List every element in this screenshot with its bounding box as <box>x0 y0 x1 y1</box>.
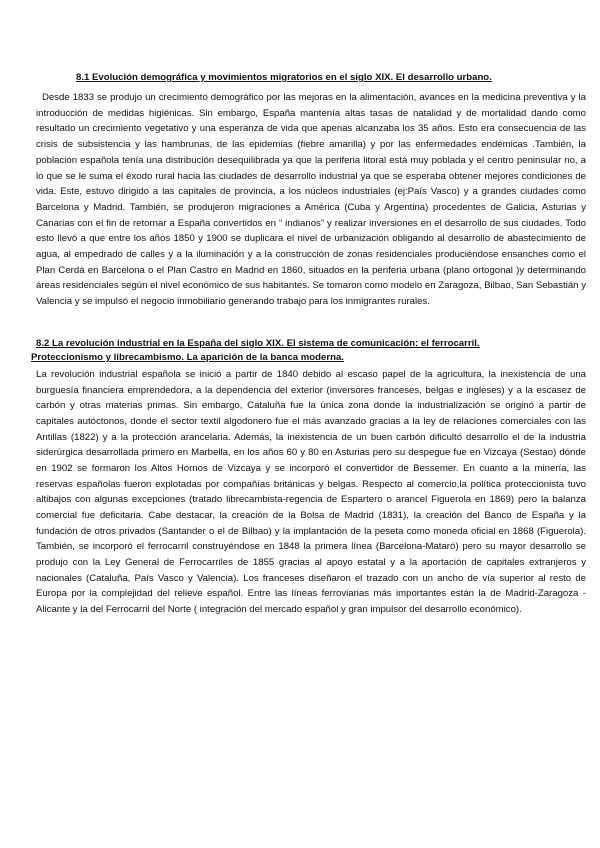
section-2-title-line-1: 8.2 La revolución industrial en la España del siglo XIX. El sistema de comunicación: el ferrocarril. <box>36 338 480 349</box>
section-1-title: 8.1 Evolución demográfica y movimientos migratorios en el siglo XIX. El desarrollo urbano. <box>76 72 492 83</box>
section-2-title-line-2: Proteccionismo y librecambismo. La aparición de la banca moderna. <box>31 352 344 363</box>
section-1-body: Desde 1833 se produjo un crecimiento demográfico por las mejoras en la alimentación, avances en la medicina preventiva y la introducción de medidas higiénicas. Sin embargo, España mantenía altas tasas de natalidad y de mortalidad dando como resultado un crecimiento vegetativo y una esperanza de vida que apenas alcanzaba los 35 años. Esto era consecuencia de las crisis de subsistencia y las hambrunas, de las epidemias (fiebre amarilla) y por las enfermedades endémicas .También, la población española tenía una distribución desequilibrada ya que la periferia litoral está muy poblada y el centro peninsular no, a lo que se le suma el éxodo rural hacia las ciudades de desarrollo industrial ya que se esperaba obtener mejores condiciones de vida. Este, estuvo dirigido a las capitales de provincia, a los núcleos industriales (ej:País Vasco) y a grandes ciudades como Barcelona y Madrid. También, se produjeron migraciones a América (Cuba y Argentina) procedentes de Galicia, Asturias y Canarias con el fin de retornar a España convertidos en “ indianos” y realizar inversiones en el desarrollo de sus ciudades. Todo esto llevó a que entre los años 1850 y 1900 se duplicara el nivel de urbanización obligando al desarrollo de abastecimiento de agua, al empedrado de calles y a la iluminación y a la construcción de zonas residenciales produciéndose ensanches como el Plan Cerdá en Barcelona o el Plan Castro en Madrid en 1860, situados en la periferia urbana (plano ortogonal )y determinando áreas residenciales según el nivel económico de sus habitantes. Se tomaron como modelo en Zaragoza, Bilbao, San Sebastián y Valencia y se impulsó el negocio inmobiliario generando trabajo para los inmigrantes rurales. <box>36 92 589 308</box>
section-2-body: La revolución industrial española se inició a partir de 1840 debido al escaso papel de la agricultura, la inexistencia de una burguesía financiera emprendedora, a la dependencia del exterior (inversores franceses, belgas e ingleses) y a la escasez de carbón y otras materias primas. Sin embargo, Cataluña fue la única zona donde la industrialización se originó a partir de capitales autóctonos, donde el sector textil algodonero fue el más avanzado gracias a la ley de relaciones comerciales con las Antillas (1822) y a la protección arancelaria. Además, la inexistencia de un buen carbón dificultó desarrollo el de la industria siderúrgica desarrollada primero en Marbella, en los años 60 y 80 en Asturias pero su despegue fue en Vizcaya (Sestao) dónde en 1902 se formaron los Altos Hornos de Vizcaya y se incorporó el convertidor de Bessemer. En cuanto a la minería, las reservas españolas fueron explotadas por compañías británicas y belgas. Respecto al comercio,la política proteccionista tuvo altibajos con algunas excepciones (tratado librecambista-regencia de Espartero o arancel Figuerola en 1869) pero la balanza comercial fue deficitaria. Cabe destacar, la creación de la Bolsa de Madrid (1831), la creación del Banco de España y la fundación de otros privados (Santander o el de Bilbao) y la implantación de la peseta como moneda oficial en 1868 (Figuerola). También, se incorporó el ferrocarril construyéndose en 1848 la primera línea (Barcelona-Mataró) pero su mayor desarrollo se produjo con la Ley General de Ferrocarriles de 1855 gracias al apoyo estatal y a la aportación de capitales extranjeros y nacionales (Cataluña, País Vasco y Valencia). Los franceses diseñaron el trazado con un ancho de vía superior al resto de Europa por la complejidad del relieve español. Entre las líneas ferroviarias más importantes están la de Madrid-Zaragoza -Alicante y la del Ferrocarril del Norte ( integración del mercado español y gran impulsor del desarrollo económico). <box>36 369 586 615</box>
